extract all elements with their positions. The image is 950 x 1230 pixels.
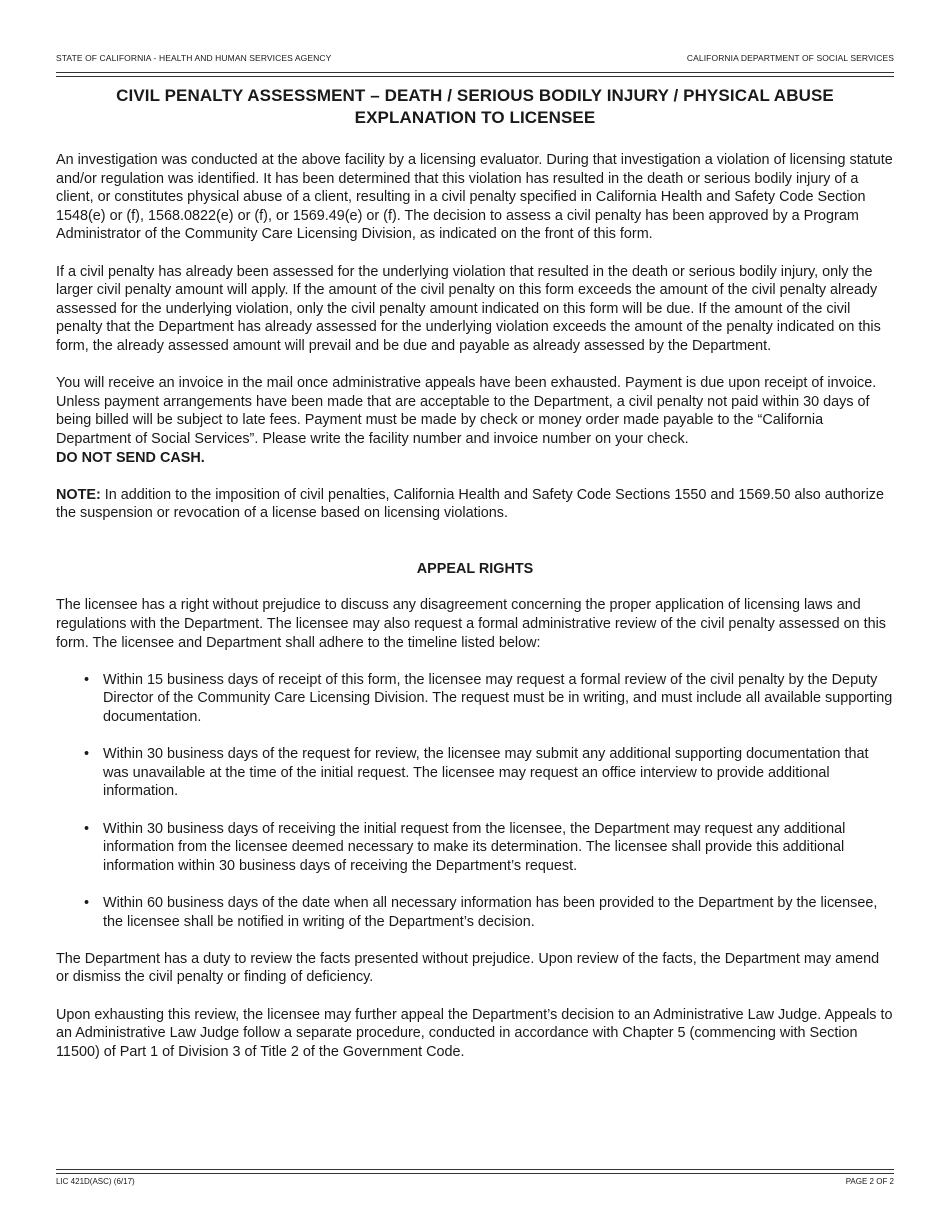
agency-name: STATE OF CALIFORNIA - HEALTH AND HUMAN SERVICES AGENCY	[56, 53, 332, 63]
list-item-text: Within 30 business days of receiving the initial request from the licensee, the Department may request any additional information from the licensee deemed necessary to make its determination. The licensee shall provide this additional information within 30 business days of receiving the Department’s request.	[103, 820, 846, 874]
no-cash-warning: DO NOT SEND CASH.	[56, 449, 205, 466]
paragraph-note	[56, 486, 894, 523]
paragraph-further-appeal: Upon exhausting this review, the licensee may further appeal the Department’s decision to an Administrative Law Judge. Appeals to an Administrative Law Judge follow a separate procedure, conducted in accordance with Chapter 5 (commencing with Section 11500) of Part 1 of Division 3 of Title 2 of the Government Code.	[56, 1006, 893, 1060]
document-body	[56, 151, 894, 1080]
paragraph-payment	[56, 374, 894, 467]
bullet-icon: •	[84, 820, 90, 837]
bullet-icon: •	[84, 671, 90, 688]
note-text: In addition to the imposition of civil penalties, California Health and Safety Code Sections 1550 and 1569.50 also authorize the suspension or revocation of a license based on licensing violations.	[56, 486, 884, 522]
list-item-text: Within 60 business days of the date when all necessary information has been provided to the Department by the licensee, the licensee shall be notified in writing of the Department’s decision.	[103, 894, 878, 930]
list-item	[84, 671, 894, 727]
form-number: LIC 421D(ASC) (6/17)	[56, 1177, 135, 1186]
paragraph-department-duty: The Department has a duty to review the facts presented without prejudice. Upon review of the facts, the Department may amend or dismiss the civil penalty or finding of deficiency.	[56, 950, 880, 986]
page-footer	[56, 1177, 894, 1186]
list-item-text: Within 30 business days of the request for review, the licensee may submit any additional supporting documentation that was unavailable at the time of the initial request. The licensee may request an office interview to provide additional information.	[103, 746, 869, 800]
list-item	[84, 820, 894, 876]
title-line-1: CIVIL PENALTY ASSESSMENT – DEATH / SERIOUS BODILY INJURY / PHYSICAL ABUSE	[116, 86, 834, 105]
page-header	[56, 53, 894, 63]
header-divider	[56, 72, 894, 77]
list-item	[84, 745, 894, 801]
appeal-intro: The licensee has a right without prejudice to discuss any disagreement concerning the proper application of licensing laws and regulations with the Department. The licensee may also request a formal administrative review of the civil penalty assessed on this form. The licensee and Department shall adhere to the timeline listed below:	[56, 597, 886, 651]
list-item-text: Within 15 business days of receipt of this form, the licensee may request a formal review of the civil penalty by the Deputy Director of the Community Care Licensing Division. The request must be in writing, and must include all available supporting documentation.	[103, 671, 893, 726]
paragraph-prior-penalty: If a civil penalty has already been assessed for the underlying violation that resulted in the death or serious bodily injury, only the larger civil penalty amount will apply. If the amount of the civil penalty on this form exceeds the amount of the civil penalty already assessed for the underlying violation, only the civil penalty amount indicated on this form will be due. If the amount of the civil penalty that the Department has already assessed for the underlying violation exceeds the amount of the penalty indicated on this form, the already assessed amount will prevail and be due and payable as already assessed by the Department.	[56, 263, 881, 354]
page-number: PAGE 2 OF 2	[845, 1177, 894, 1186]
appeal-timeline-list	[56, 671, 894, 931]
footer-divider	[56, 1169, 894, 1174]
document-title	[56, 85, 894, 129]
paragraph-investigation: An investigation was conducted at the above facility by a licensing evaluator. During that investigation a violation of licensing statute and/or regulation was identified. It has been determined that this violation has resulted in the death or serious bodily injury of a client, or constitutes physical abuse of a client, resulting in a civil penalty specified in California Health and Safety Code Section 1548(e) or (f), 1568.0822(e) or (f), or 1569.49(e) or (f). The decision to assess a civil penalty has been approved by a Program Administrator of the Community Care Licensing Division, as indicated on the front of this form.	[56, 152, 893, 243]
payment-text: You will receive an invoice in the mail once administrative appeals have been exhausted. Payment is due upon receipt of invoice. Unless payment arrangements have been made that are acceptable to the Department, a civil penalty not paid within 30 days of being billed will be subject to late fees. Payment must be made by check or money order made payable to the “California Department of Social Services”. Please write the facility number and invoice number on your check.	[56, 375, 877, 447]
note-label: NOTE:	[56, 486, 101, 503]
appeal-rights-heading: APPEAL RIGHTS	[416, 560, 534, 577]
bullet-icon: •	[84, 894, 90, 911]
list-item	[84, 894, 894, 931]
title-line-2: EXPLANATION TO LICENSEE	[354, 108, 596, 127]
department-name: CALIFORNIA DEPARTMENT OF SOCIAL SERVICES	[686, 53, 894, 63]
bullet-icon: •	[84, 746, 90, 763]
